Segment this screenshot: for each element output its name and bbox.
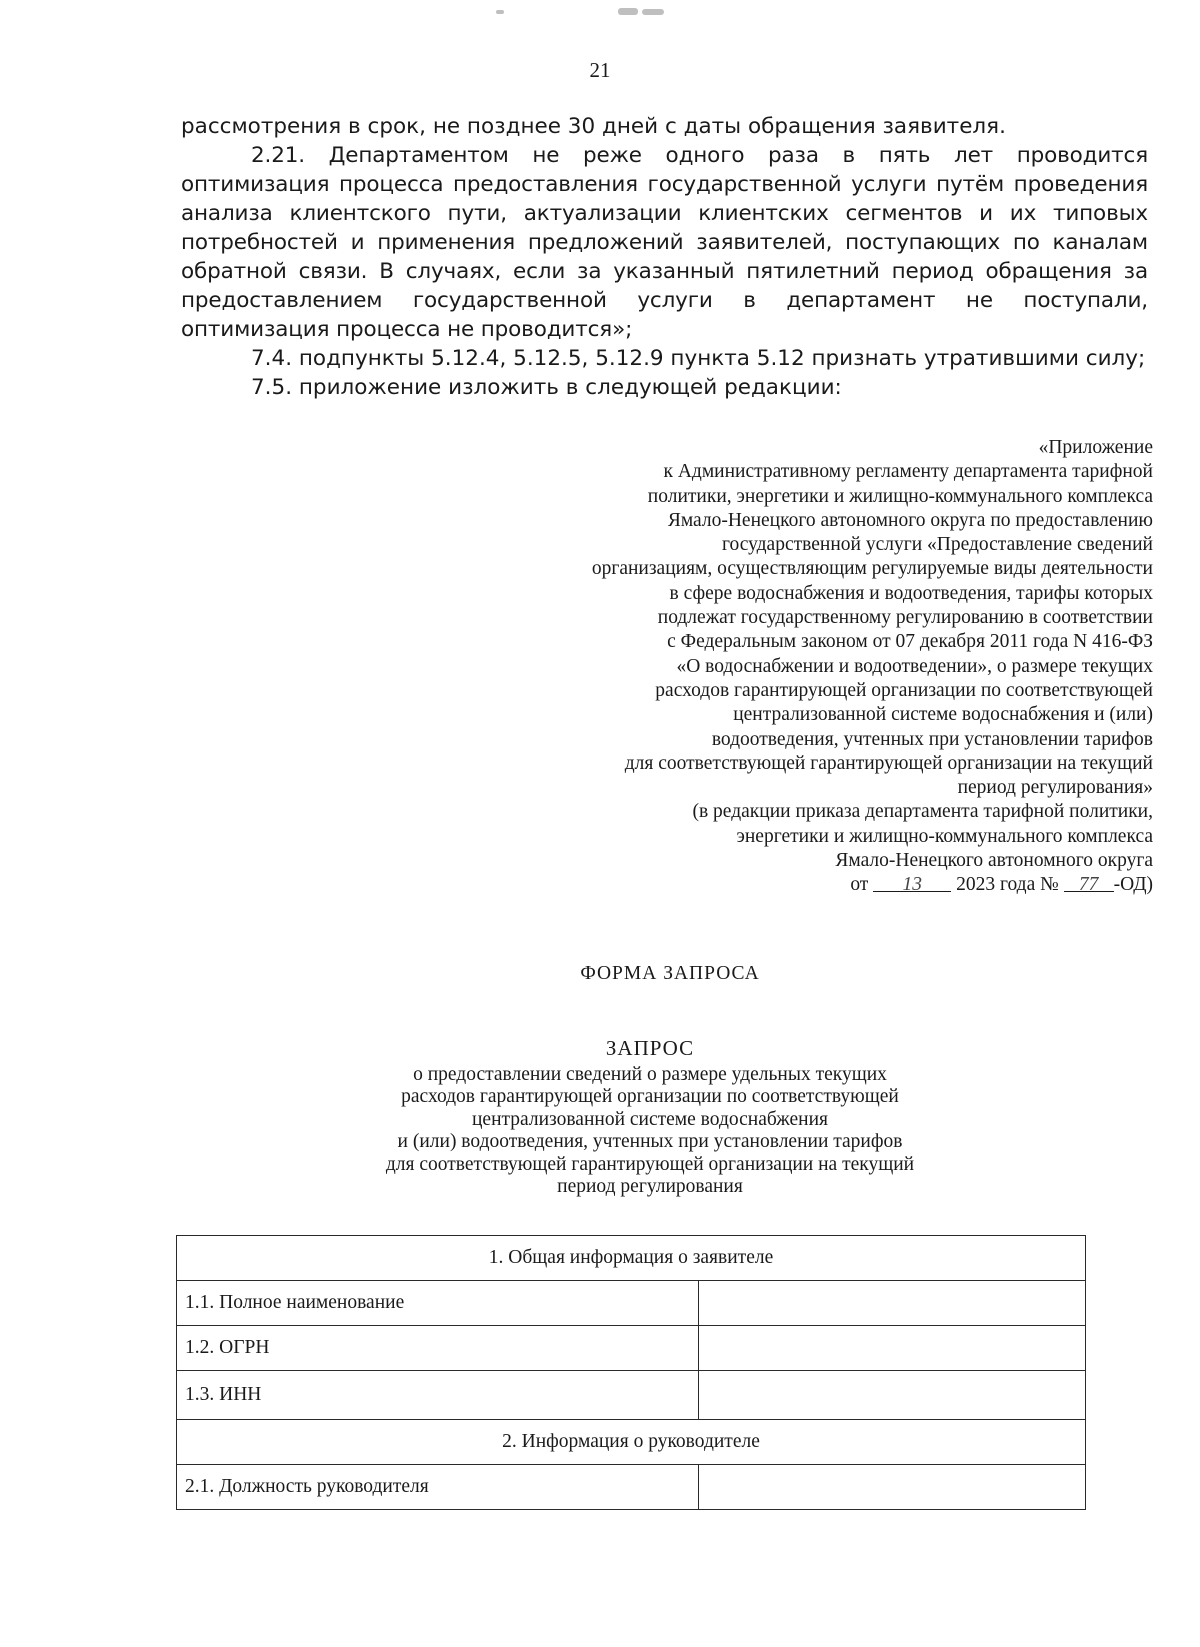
handwritten-day: 13: [873, 873, 951, 892]
appendix-line: (в редакции приказа департамента тарифной политики,: [692, 801, 1153, 823]
table-row: [177, 1465, 1086, 1510]
appendix-line: организациям, осуществляющим регулируемые виды деятельности: [591, 558, 1153, 580]
request-line: расходов гарантирующей организации по соответствующей: [401, 1086, 899, 1107]
request-heading-block: [300, 1037, 1000, 1199]
appendix-line: расходов гарантирующей организации по соответствующей: [655, 679, 1153, 701]
ogrn-field[interactable]: [699, 1326, 1086, 1371]
section-header: 1. Общая информация о заявителе: [177, 1236, 1086, 1281]
scan-artifact: [642, 9, 664, 15]
request-line: и (или) водоотведения, учтенных при установлении тарифов: [397, 1131, 903, 1152]
scan-artifact: [618, 8, 638, 15]
body-text: [181, 112, 1148, 402]
appendix-line: период регулирования»: [957, 777, 1153, 799]
request-heading: ЗАПРОС: [605, 1036, 695, 1060]
appendix-header: [393, 436, 1153, 898]
appendix-line: Ямало-Ненецкого автономного округа: [835, 850, 1153, 872]
table-row: [177, 1326, 1086, 1371]
appendix-line: централизованной системе водоснабжения и (или): [733, 704, 1153, 726]
request-line: период регулирования: [557, 1176, 743, 1197]
appendix-line: политики, энергетики и жилищно-коммунального комплекса: [647, 485, 1153, 507]
paragraph-7-4: 7.4. подпункты 5.12.4, 5.12.5, 5.12.9 пункта 5.12 признать утратившими силу;: [251, 346, 1146, 371]
date-suffix: -ОД): [1113, 874, 1153, 896]
appendix-line: Ямало-Ненецкого автономного округа по предоставлению: [667, 509, 1153, 531]
date-mid: 2023 года №: [956, 874, 1059, 896]
handwritten-number: 77: [1064, 873, 1114, 892]
table-row: [177, 1420, 1086, 1465]
paragraph-2-21: 2.21. Департаментом не реже одного раза в пять лет проводится оптимизация процесса предоставления государственной услуги путём проведения анализа клиентского пути, актуализации клиентских сегментов и их типовых потребностей и применения предложений заявителей, поступающих по каналам обратной связи. В случаях, если за указанный пятилетний период обращения за предоставлением государственной услуги в департамент не поступали, оптимизация процесса не проводится»;: [181, 143, 1148, 342]
appendix-line: с Федеральным законом от 07 декабря 2011 года N 416-ФЗ: [667, 631, 1153, 653]
request-line: для соответствующей гарантирующей организации на текущий: [385, 1153, 915, 1175]
appendix-line: государственной услуги «Предоставление сведений: [721, 534, 1153, 556]
appendix-line: энергетики и жилищно-коммунального комплекса: [736, 825, 1153, 847]
appendix-line: «О водоснабжении и водоотведении», о размере текущих: [676, 655, 1153, 677]
paragraph-7-5: 7.5. приложение изложить в следующей редакции:: [251, 375, 842, 400]
paragraph-continuation: рассмотрения в срок, не позднее 30 дней с даты обращения заявителя.: [181, 114, 1006, 139]
scan-artifact: [496, 10, 504, 14]
page-number: 21: [589, 58, 611, 82]
table-row: [177, 1281, 1086, 1326]
head-position-field[interactable]: [699, 1465, 1086, 1510]
field-label: 1.1. Полное наименование: [177, 1281, 699, 1326]
appendix-line: в сфере водоснабжения и водоотведения, тарифы которых: [669, 582, 1153, 604]
appendix-line: подлежат государственному регулированию в соответствии: [657, 607, 1153, 629]
full-name-field[interactable]: [699, 1281, 1086, 1326]
request-form-table: [176, 1235, 1086, 1510]
field-label: 1.3. ИНН: [177, 1371, 699, 1420]
appendix-line: «Приложение: [1038, 437, 1153, 458]
request-line: о предоставлении сведений о размере удельных текущих: [413, 1063, 887, 1085]
section-header: 2. Информация о руководителе: [177, 1420, 1086, 1465]
appendix-line: к Административному регламенту департамента тарифной: [663, 461, 1153, 483]
form-title: ФОРМА ЗАПРОСА: [580, 963, 760, 984]
date-prefix: от: [850, 874, 869, 896]
field-label: 2.1. Должность руководителя: [177, 1465, 699, 1510]
table-row: [177, 1236, 1086, 1281]
field-label: 1.2. ОГРН: [177, 1326, 699, 1371]
appendix-line: водоотведения, учтенных при установлении тарифов: [711, 728, 1153, 750]
inn-field[interactable]: [699, 1371, 1086, 1420]
table-row: [177, 1371, 1086, 1420]
appendix-date-line: [393, 873, 1153, 897]
request-line: централизованной системе водоснабжения: [471, 1108, 828, 1130]
appendix-line: для соответствующей гарантирующей организации на текущий: [624, 752, 1153, 774]
